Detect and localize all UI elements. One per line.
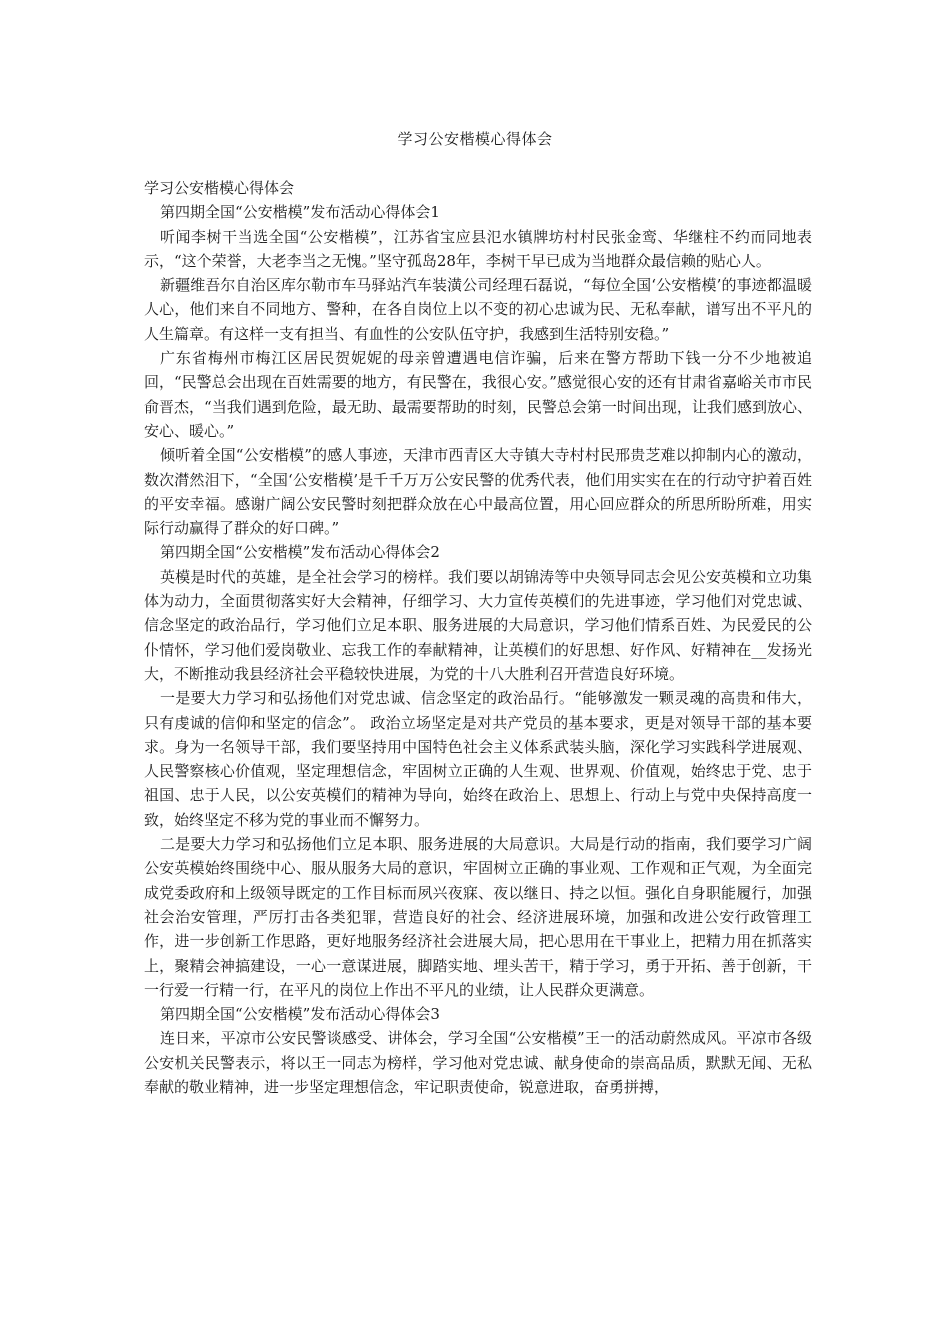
document-body bbox=[144, 176, 812, 1099]
paragraph: 新疆维吾尔自治区库尔勒市车马驿站汽车装潢公司经理石磊说，“每位全国‘公安楷模’的事迹都温暖人心，他们来自不同地方、警种，在各自岗位上以不变的初心忠诚为民、无私奉献，谱写出不平凡的人生篇章。有这样一支有担当、有血性的公安队伍守护，我感到生活特别安稳。” bbox=[144, 276, 812, 343]
body-heading: 学习公安楷模心得体会 bbox=[144, 179, 295, 197]
paragraph: 听闻李树干当选全国“公安楷模”，江苏省宝应县氾水镇牌坊村村民张金鸾、华继柱不约而同地表示，“这个荣誉，大老李当之无愧。”坚守孤岛28年，李树干早已成为当地群众最信赖的贴心人。 bbox=[144, 227, 812, 270]
document-title: 学习公安楷模心得体会 bbox=[397, 130, 553, 148]
section-heading: 第四期全国“公安楷模”发布活动心得体会2 bbox=[160, 543, 440, 562]
paragraph: 倾听着全国“公安楷模”的感人事迹，天津市西青区大寺镇大寺村村民邢贵芝难以抑制内心的激动，数次潸然泪下，“全国‘公安楷模’是千千万万公安民警的优秀代表，他们用实实在在的行动守护着百姓的平安幸福。感谢广阔公安民警时刻把群众放在心中最高位置，用心回应群众的所思所盼所难，用实际行动赢得了群众的好口碑。” bbox=[144, 446, 812, 538]
paragraph: 广东省梅州市梅江区居民贺妮妮的母亲曾遭遇电信诈骗，后来在警方帮助下钱一分不少地被追回，“民警总会出现在百姓需要的地方，有民警在，我很心安。”感觉很心安的还有甘肃省嘉峪关市市民俞晋杰，“当我们遇到危险，最无助、最需要帮助的时刻，民警总会第一时间出现，让我们感到放心、安心、暖心。” bbox=[144, 349, 812, 440]
section-heading: 第四期全国“公安楷模”发布活动心得体会1 bbox=[160, 203, 440, 222]
paragraph: 英模是时代的英雄，是全社会学习的榜样。我们要以胡锦涛等中央领导同志会见公安英模和立功集体为动力，全面贯彻落实好大会精神，仔细学习、大力宣传英模们的先进事迹，学习他们对党忠诚、信念坚定的政治品行，学习他们立足本职、服务进展的大局意识，学习他们情系百姓、为民爱民的公仆情怀，学习他们爱岗敬业、忘我工作的奉献精神，让英模们的好思想、好作风、好精神在__发扬光大，不断推动我县经济社会平稳较快进展，为党的十八大胜利召开营造良好环境。 bbox=[144, 567, 812, 683]
paragraph: 一是要大力学习和弘扬他们对党忠诚、信念坚定的政治品行。“能够激发一颗灵魂的高贵和伟大，只有虔诚的信仰和坚定的信念”。 政治立场坚定是对共产党员的基本要求，更是对领导干部的基本要求。身为一名领导干部，我们要坚持用中国特色社会主义体系武装头脑，深化学习实践科学进展观、人民警察核心价值观，坚定理想信念，牢固树立正确的人生观、世界观、价值观，始终忠于党、忠于祖国、忠于人民，以公安英模们的精神为导向，始终在政治上、思想上、行动上与党中央保持高度一致，始终坚定不移为党的事业而不懈努力。 bbox=[144, 689, 812, 829]
paragraph: 二是要大力学习和弘扬他们立足本职、服务进展的大局意识。大局是行动的指南，我们要学习广阔公安英模始终围绕中心、服从服务大局的意识，牢固树立正确的事业观、工作观和正气观，为全面完成党委政府和上级领导既定的工作目标而夙兴夜寐、夜以继日、持之以恒。强化自身职能履行，加强社会治安管理，严厉打击各类犯罪，营造良好的社会、经济进展环境，加强和改进公安行政管理工作，进一步创新工作思路，更好地服务经济社会进展大局，把心思用在干事业上，把精力用在抓落实上，聚精会神搞建设，一心一意谋进展，脚踏实地、埋头苦干，精于学习，勇于开拓、善于创新，干一行爱一行精一行，在平凡的岗位上作出不平凡的业绩，让人民群众更满意。 bbox=[144, 835, 812, 999]
paragraph: 连日来，平凉市公安民警谈感受、讲体会，学习全国“公安楷模”王一的活动蔚然成风。平凉市各级公安机关民警表示，将以王一同志为榜样，学习他对党忠诚、献身使命的崇高品质，默默无闻、无私奉献的敬业精神，进一步坚定理想信念，牢记职责使命，锐意进取，奋勇拼搏， bbox=[144, 1029, 812, 1096]
section-heading: 第四期全国“公安楷模”发布活动心得体会3 bbox=[160, 1005, 440, 1024]
